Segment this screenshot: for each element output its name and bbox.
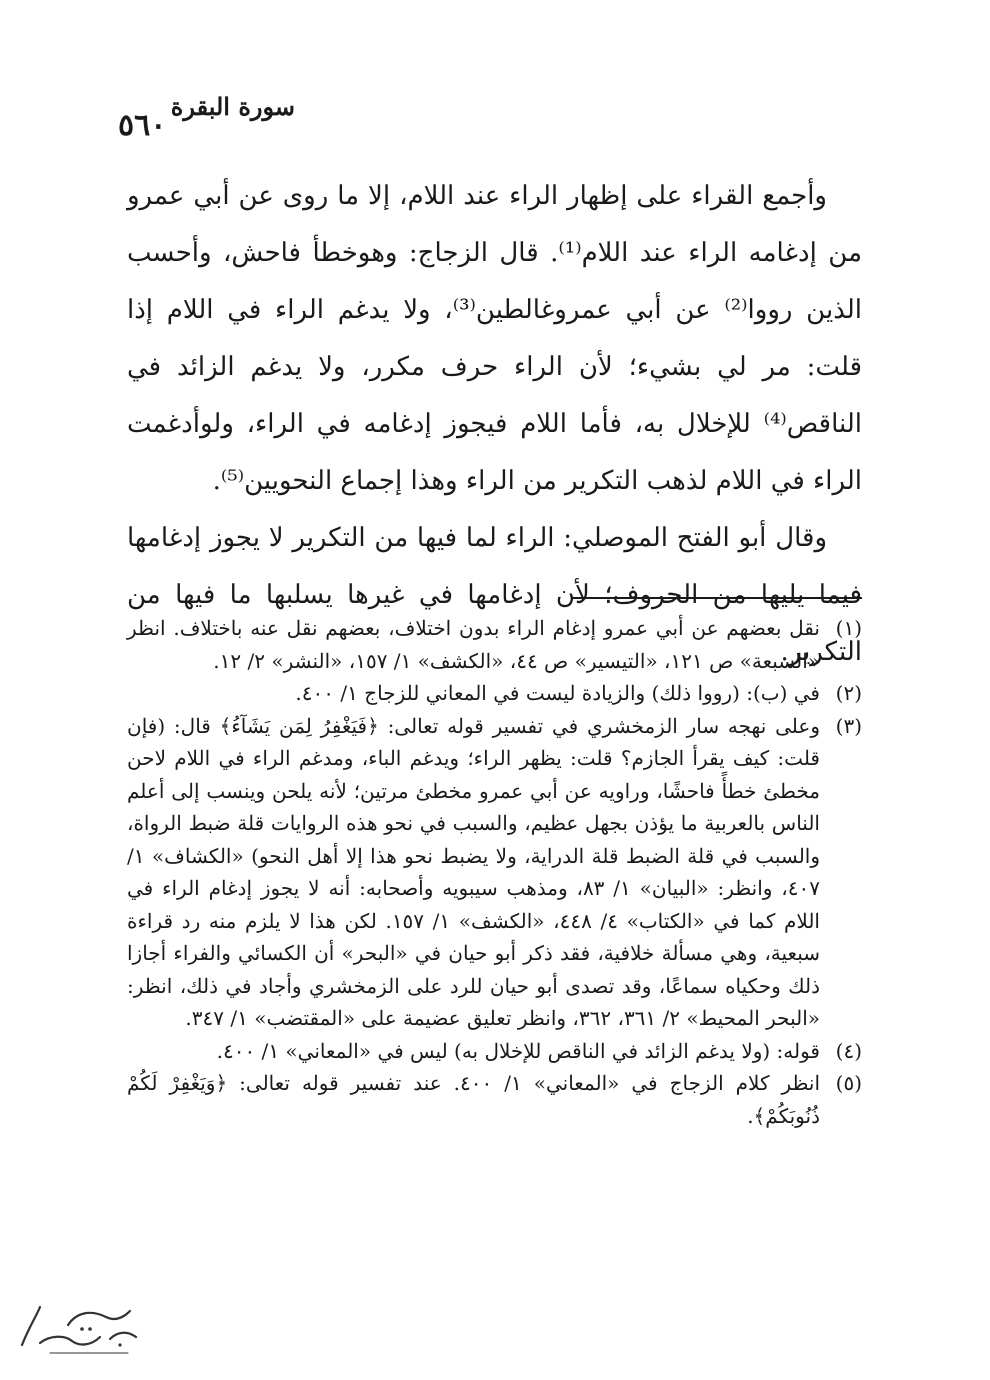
footnote-text: وعلى نهجه سار الزمخشري في تفسير قوله تعالى: ﴿فَيَغْفِرُ لِمَن يَشَآءُ﴾ قال: (فإن قلت: كيف يقرأ الجازم؟ قلت: يظهر الراء؛ ويدغم الباء، ومدغم الراء في اللام لاحن مخطئ خطأً فاحشًا، وراويه عن أبي عمرو مخطئ مرتين؛ لأنه يلحن وينسب إلى أعلم الناس بالعربية ما يؤذن بجهل عظيم، والسبب في نحو هذه الروايات قلة ضبط الرواة، والسبب في قلة الضبط قلة الدراية، ولا يضبط نحو هذا إلا أهل النحو) «الكشاف» ١/ ٤٠٧، وانظر: «البيان» ١/ ٨٣، ومذهب سيبويه وأصحابه: أنه لا يجوز إدغام الراء في اللام كما في «الكتاب» ٤/ ٤٤٨، «الكشف» ١/ ١٥٧. لكن هذا لا يلزم منه رد قراءة سبعية، وهي مسألة خلافية، فقد ذكر أبو حيان في «البحر» أن الكسائي والفراء أجازا ذلك وحكياه سماعًا، وقد تصدى أبو حيان للرد على الزمخشري وأجاد في ذلك، انظر: «البحر المحيط» ٢/ ٣٦١، ٣٦٢، وانظر تعليق عضيمة على «المقتضب» ١/ ٣٤٧. [127, 713, 820, 1030]
calligraphy-watermark-logo [10, 1295, 150, 1365]
footnote-number: (٥) [835, 1071, 862, 1095]
footnote [127, 677, 862, 710]
paragraph: وأجمع القراء على إظهار الراء عند اللام، إلا ما روى عن أبي عمرو من إدغامه الراء عند اللام⁽¹⁾. قال الزجاج: وهوخطأ فاحش، وأحسب الذين رووا⁽²⁾ عن أبي عمروغالطين⁽³⁾، ولا يدغم الراء في اللام إذا قلت: مر لي بشيء؛ لأن الراء حرف مكرر، ولا يدغم الزائد في الناقص⁽⁴⁾ للإخلال به، فأما اللام فيجوز إدغامه في الراء، ولوأدغمت الراء في اللام لذهب التكرير من الراء وهذا إجماع النحويين⁽⁵⁾. [127, 181, 862, 496]
footnote-text: قوله: (ولا يدغم الزائد في الناقص للإخلال به) ليس في «المعاني» ١/ ٤٠٠. [216, 1038, 820, 1063]
footnote-divider [572, 597, 862, 599]
page-number: ٥٦٠ [118, 108, 167, 143]
footnote-number: (٤) [835, 1038, 862, 1063]
footnote [127, 710, 862, 1035]
footnote-number: (٣) [835, 713, 862, 738]
footnote [127, 612, 862, 677]
footnotes [127, 612, 862, 1132]
main-text [127, 168, 862, 681]
footnote-text: انظر كلام الزجاج في «المعاني» ١/ ٤٠٠. عند تفسير قوله تعالى: ﴿وَيَغْفِرْ لَكُمْ ذُنُوبَكُمْ﴾. [127, 1071, 821, 1128]
surah-title: سورة البقرة [170, 92, 295, 121]
footnote-text: نقل بعضهم عن أبي عمرو إدغام الراء بدون اختلاف، بعضهم نقل عنه باختلاف. انظر «السبعة» ص ١٢١، «التيسير» ص ٤٤، «الكشف» ١/ ١٥٧، «النشر» ٢/ ١٢. [127, 616, 820, 673]
footnote-number: (١) [835, 616, 862, 640]
footnote-number: (٢) [835, 681, 862, 705]
paragraph: وقال أبو الفتح الموصلي: الراء لما فيها من التكرير لا يجوز إدغامها فيما يليها من الحروف؛ لأن إدغامها في غيرها يسلبها ما فيها من التكرير. [127, 523, 862, 667]
footnote-text: في (ب): (رووا ذلك) والزيادة ليست في المعاني للزجاج ١/ ٤٠٠. [295, 681, 820, 705]
footnote [127, 1067, 862, 1132]
footnote [127, 1035, 862, 1068]
